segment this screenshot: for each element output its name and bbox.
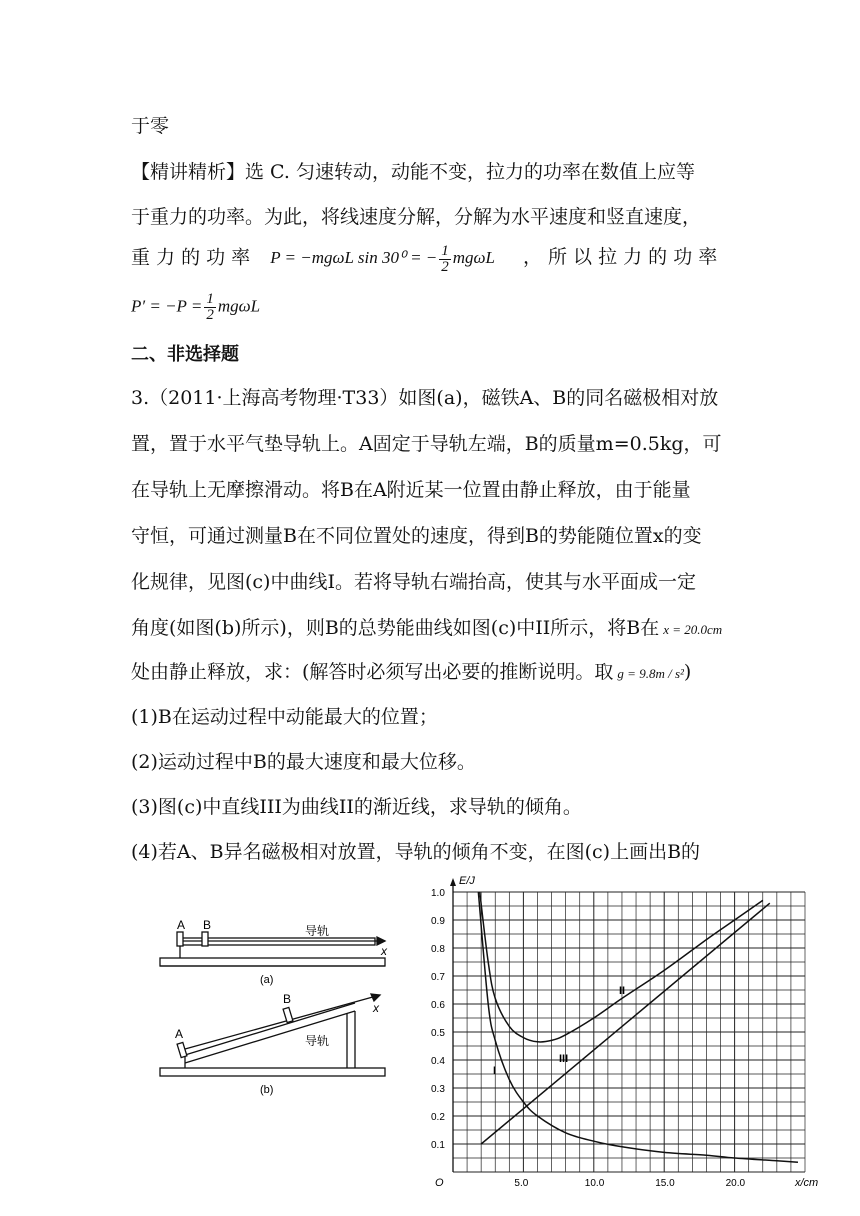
y-tick-label: 0.3	[431, 1084, 445, 1095]
question-sub-1: (1)B在运动过程中动能最大的位置；	[131, 706, 438, 728]
a-label-A: A	[177, 918, 186, 932]
curve-label-III: III	[559, 1053, 569, 1065]
b-axis-label: x	[373, 1001, 379, 1015]
y-tick-label: 0.5	[431, 1028, 445, 1039]
question-line-7: 处由静止释放，求：(解答时必须写出必要的推断说明。取 g = 9.8m / s²)	[131, 661, 692, 683]
chart-grid	[450, 878, 805, 1172]
analysis-text-1: 选 C. 匀速转动，动能不变，拉力的功率在数值上应等	[245, 161, 695, 183]
analysis-text-3a: 重 力 的 功 率	[131, 246, 251, 269]
a-axis-label: x	[381, 944, 387, 958]
chart-ylabel: E/J	[459, 875, 475, 887]
question-sub-4: (4)若A、B异名磁极相对放置，导轨的倾角不变，在图(c)上画出B的	[131, 841, 701, 863]
figure-a	[160, 932, 385, 966]
question-line-4: 守恒，可通过测量B在不同位置处的速度，得到B的势能随位置x的变	[131, 525, 702, 547]
y-tick-label: 0.8	[431, 944, 445, 955]
chart-origin: O	[435, 1177, 444, 1189]
a-rail-label: 导轨	[305, 924, 330, 938]
figure-a-b	[155, 905, 405, 1105]
formula-power-pull: P′ = −P = $\frac{1}{2}$ mgωL	[131, 291, 261, 323]
y-tick-label: 0.7	[431, 972, 445, 983]
curve-label-II: II	[619, 985, 626, 997]
question-line-1: 3.（2011·上海高考物理·T33）如图(a)，磁铁A、B的同名磁极相对放	[131, 387, 719, 409]
y-tick-label: 0.1	[431, 1140, 445, 1151]
analysis-label: 【精讲精析】	[131, 161, 246, 183]
x-tick-label: 20.0	[725, 1178, 746, 1189]
b-caption: (b)	[260, 1084, 274, 1096]
y-tick-label: 0.4	[431, 1056, 445, 1067]
question-line-3: 在导轨上无摩擦滑动。将B在A附近某一位置由静止释放，由于能量	[131, 479, 691, 501]
question-line-5: 化规律，见图(c)中曲线I。若将导轨右端抬高，使其与水平面成一定	[131, 571, 696, 593]
figure-c-chart	[425, 872, 825, 1207]
a-label-B: B	[203, 918, 212, 932]
chart-curves	[478, 892, 798, 1162]
curve-III	[481, 903, 770, 1144]
x-tick-label: 10.0	[584, 1178, 605, 1189]
section-heading: 二、非选择题	[131, 344, 239, 365]
b-label-B: B	[283, 992, 292, 1006]
a-caption: (a)	[260, 974, 274, 986]
figure-b	[160, 994, 385, 1076]
y-tick-label: 0.6	[431, 1000, 445, 1011]
question-line-2: 置，置于水平气垫导轨上。A固定于导轨左端，B的质量m=0.5kg，可	[131, 433, 722, 455]
y-tick-label: 0.9	[431, 916, 445, 927]
curve-I	[478, 892, 798, 1162]
question-sub-3: (3)图(c)中直线III为曲线II的渐近线，求导轨的倾角。	[131, 796, 582, 818]
x-tick-label: 15.0	[655, 1178, 675, 1189]
analysis-line-3	[131, 244, 731, 275]
formula-x-position: x = 20.0cm	[663, 622, 723, 637]
analysis-text-3b: ， 所 以 拉 力 的 功 率	[522, 246, 718, 269]
formula-power-gravity: P = −mgωL sin 30⁰ = − $\frac{1}{2}$ mgωL	[270, 243, 495, 275]
y-axis-arrow	[450, 878, 456, 886]
line-top: 于零	[131, 115, 170, 137]
analysis-line-2: 于重力的功率。为此，将线速度分解，分解为水平速度和竖直速度，	[131, 206, 702, 228]
y-tick-label: 0.2	[431, 1112, 445, 1123]
analysis-line-1	[131, 160, 695, 184]
question-sub-2: (2)运动过程中B的最大速度和最大位移。	[131, 751, 476, 773]
chart-xlabel: x/cm	[795, 1177, 819, 1189]
x-tick-label: 5.0	[514, 1178, 529, 1189]
b-rail-label: 导轨	[305, 1034, 330, 1048]
curve-label-I: I	[493, 1065, 497, 1077]
b-label-A: A	[175, 1027, 184, 1041]
formula-gravity: g = 9.8m / s²	[617, 666, 684, 681]
y-tick-label: 1.0	[431, 888, 445, 899]
question-line-6: 角度(如图(b)所示)，则B的总势能曲线如图(c)中II所示，将B在 x = 20.0cm	[131, 617, 723, 639]
